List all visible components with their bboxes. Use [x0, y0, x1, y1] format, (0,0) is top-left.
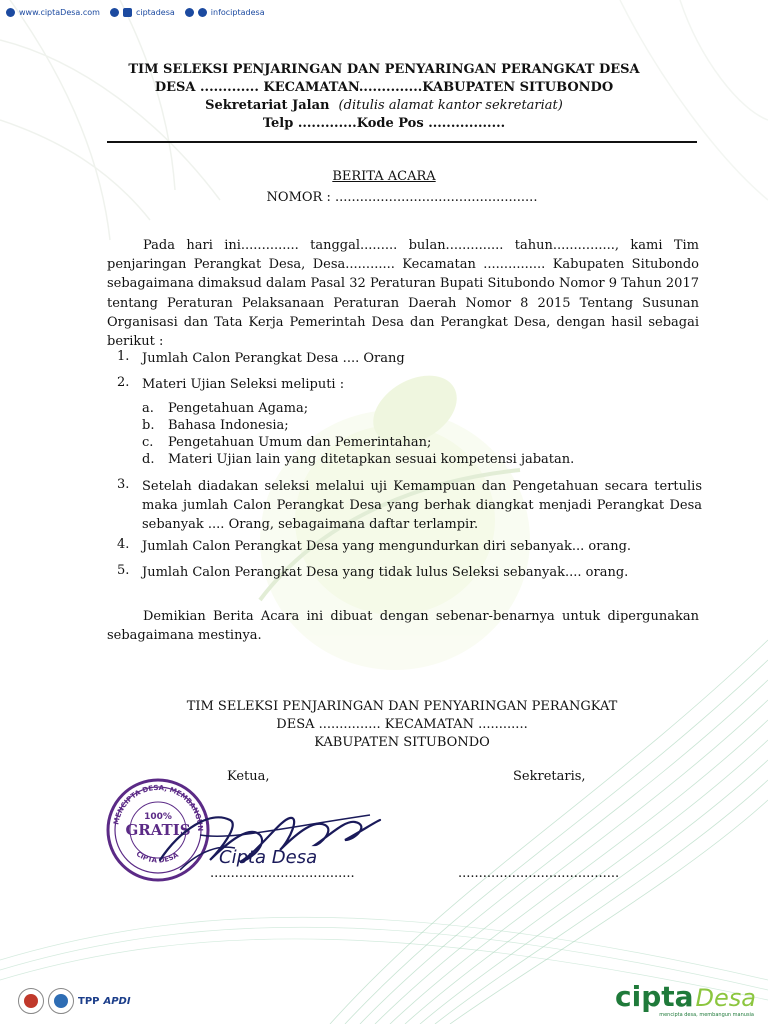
secretary-signature-line: ....................................... [458, 866, 620, 881]
item-number: 3. [117, 477, 130, 492]
item-text: Materi Ujian Seleksi meliputi : [142, 377, 345, 392]
secretary-label: Sekretaris, [513, 769, 586, 784]
subitem-letter: b. [142, 418, 155, 433]
stamp-top-text: MENCIPTA DESA, MEMBANGUN [112, 783, 205, 832]
cipta-tagline: mencipta desa, membangun manusia [659, 1012, 754, 1018]
social-links [6, 8, 271, 17]
desa-logo-text: Desa [695, 984, 756, 1012]
letterhead-line-1: TIM SELEKSI PENJARINGAN DAN PENYARINGAN PERANGKAT DESA [128, 62, 640, 77]
stamp-bottom-text: CIPTA DESA [134, 849, 180, 865]
item-text: Jumlah Calon Perangkat Desa yang mengundurkan diri sebanyak... orang. [142, 539, 632, 554]
chairman-signature-line: ................................... [210, 866, 355, 881]
item-text: Setelah diadakan seleksi melalui uji Kemampuan dan Pengetahuan secara tertulis maka jumlah Calon Perangkat Desa yang berhak diangkat menjadi Perangkat Desa sebanyak .... Orang, sebagaimana daftar terlampir. [142, 479, 702, 533]
item-text: Jumlah Calon Perangkat Desa .... Orang [142, 351, 405, 366]
item-number: 4. [117, 537, 130, 552]
signature-block-line-2: DESA ............... KECAMATAN ............ [276, 717, 528, 732]
document-title: BERITA ACARA [332, 169, 436, 184]
subitem-text: Pengetahuan Agama; [168, 401, 309, 416]
tpp-logo: TPP [78, 995, 100, 1007]
cipta-logo-text: cipta [615, 980, 694, 1013]
kemendes-logo-icon [18, 988, 44, 1014]
item-number: 5. [117, 563, 130, 578]
subitem-letter: a. [142, 401, 154, 416]
subitem-text: Materi Ujian lain yang ditetapkan sesuai kompetensi jabatan. [168, 452, 575, 467]
signer-name-script: Cipta Desa [219, 847, 318, 868]
signature-block-line-3: KABUPATEN SITUBONDO [314, 735, 490, 750]
stamp-percent: 100% [144, 812, 172, 822]
letterhead-line-2: DESA ............. KECAMATAN..............KABUPATEN SITUBONDO [154, 80, 614, 95]
social-handle-infociptadesa[interactable]: infociptadesa [210, 8, 265, 17]
letterhead-line-3 [0, 98, 768, 113]
website-link[interactable]: www.ciptaDesa.com [19, 8, 100, 17]
closing-paragraph: Demikian Berita Acara ini dibuat dengan sebenar-benarnya untuk dipergunakan sebagaimana mestinya. [107, 609, 699, 644]
intro-paragraph: Pada hari ini.............. tanggal......... bulan.............. tahun..............., kami Tim penjaringan Perangkat Desa, Desa............ Kecamatan ............... Kabupaten Situbondo sebagaimana dimaksud dalam Pasal 32 Peraturan Bupati Situbondo Nomor 9 Tahun 2017 tentang Peraturan Pelaksanaan Peraturan Daerah Nomor 8 2015 Tentang Susunan Organisasi dan Tata Kerja Pemerintah Desa dan Perangkat Desa, dengan hasil sebagai berikut : [107, 238, 699, 350]
subitem-text: Pengetahuan Umum dan Pemerintahan; [168, 435, 432, 450]
globe-icon [6, 8, 15, 17]
cipta-desa-logo [615, 980, 756, 1018]
document-number: NOMOR : ................................................. [266, 190, 538, 205]
instagram-icon[interactable] [198, 8, 207, 17]
subitem-text: Bahasa Indonesia; [168, 418, 289, 433]
facebook-icon[interactable] [110, 8, 119, 17]
secretariat-label: Sekretariat Jalan [205, 98, 330, 113]
letterhead-line-4: Telp .............Kode Pos ................. [262, 116, 506, 131]
secretariat-note: (ditulis alamat kantor sekretariat) [338, 98, 563, 113]
social-handle-ciptadesa[interactable]: ciptadesa [135, 8, 175, 17]
apdi-logo: APDI [103, 995, 131, 1007]
signature-block-line-1: TIM SELEKSI PENJARINGAN DAN PENYARINGAN PERANGKAT [186, 699, 618, 714]
subitem-letter: d. [142, 452, 155, 467]
chairman-label: Ketua, [227, 769, 270, 784]
header-rule [107, 141, 697, 143]
partner-logos [18, 988, 131, 1014]
province-logo-icon [48, 988, 74, 1014]
youtube-icon[interactable] [123, 8, 132, 17]
stamp-center-text: GRATIS [125, 821, 191, 839]
subitem-letter: c. [142, 435, 154, 450]
item-text: Jumlah Calon Perangkat Desa yang tidak lulus Seleksi sebanyak.... orang. [142, 565, 629, 580]
twitter-icon[interactable] [185, 8, 194, 17]
item-number: 1. [117, 349, 130, 364]
item-number: 2. [117, 375, 130, 390]
